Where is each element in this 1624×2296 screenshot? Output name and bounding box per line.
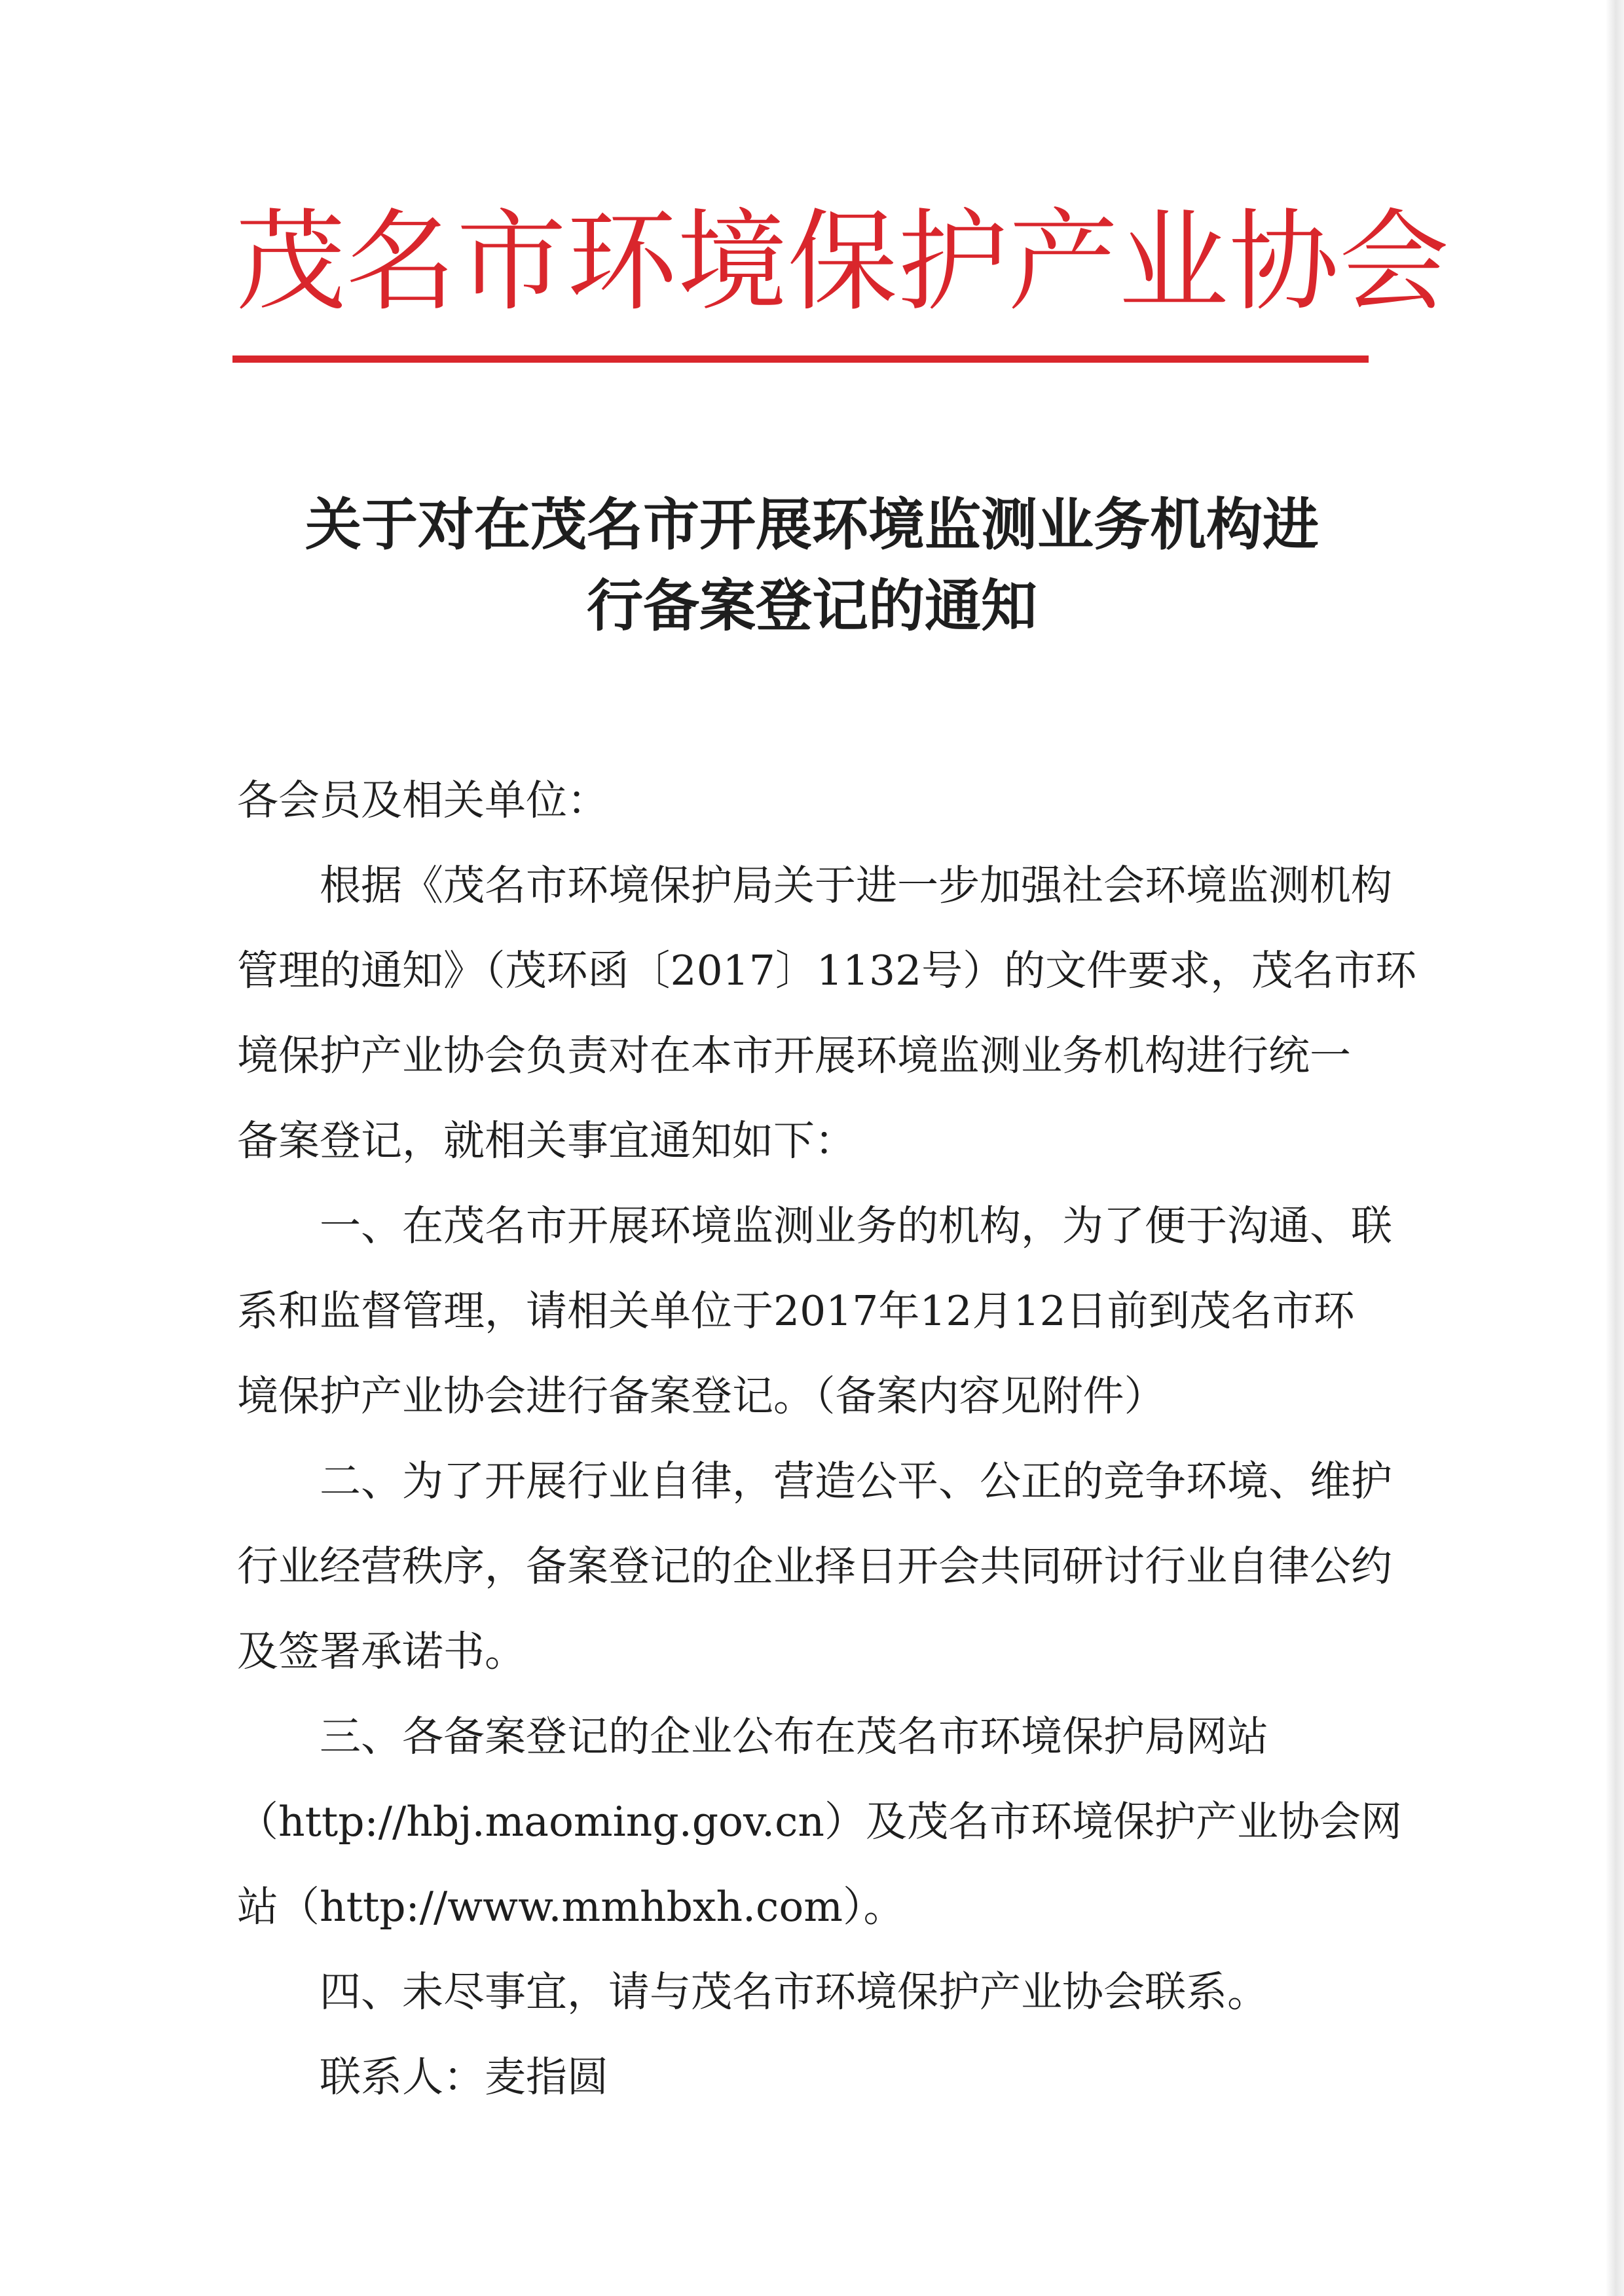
paragraph-item-2 [237,1439,1392,1694]
paragraph-line: 备案登记，就相关事宜通知如下： [237,1117,856,1165]
paragraph-line: （http://hbj.maoming.gov.cn）及茂名市环境保护产业协会网 [237,1798,1402,1846]
paragraph-line: 行业经营秩序，备案登记的企业择日开会共同研讨行业自律公约 [237,1542,1392,1590]
paragraph-line: 站（http://www.mmhbxh.com）。 [237,1883,905,1931]
paragraph-line: 一、在茂名市开展环境监测业务的机构，为了便于沟通、联 [320,1202,1392,1250]
paragraph-line: 根据《茂名市环境保护局关于进一步加强社会环境监测机构 [320,862,1392,909]
paragraph-line: 系和监督管理，请相关单位于2017年12月12日前到茂名市环 [237,1287,1355,1335]
paragraph-line: 及签署承诺书。 [237,1628,526,1675]
paragraph-line: 境保护产业协会进行备案登记。（备案内容见附件） [237,1372,1166,1420]
letterhead-red-rule [232,355,1369,363]
paragraph-line: 管理的通知》（茂环函〔2017〕1132号）的文件要求，茂名市环 [237,947,1417,994]
paragraph-item-3 [237,1694,1402,1950]
scan-edge-shadow [1606,0,1624,2296]
paragraph-line: 二、为了开展行业自律，营造公平、公正的竞争环境、维护 [320,1457,1392,1505]
document-body [237,758,1417,2120]
paragraph-item-1 [237,1184,1392,1439]
document-title [196,484,1428,647]
paragraph-line: 三、各备案登记的企业公布在茂名市环境保护局网站 [320,1713,1268,1760]
paragraph-line: 四、未尽事宜，请与茂名市环境保护产业协会联系。 [320,1968,1268,2016]
paragraph-line: 境保护产业协会负责对在本市开展环境监测业务机构进行统一 [237,1032,1351,1080]
paragraph-item-4 [237,1950,1376,2035]
salutation: 各会员及相关单位： [237,776,608,824]
paragraph-intro [237,843,1417,1184]
paragraph-line: 联系人：麦指圆 [320,2053,608,2101]
organization-name: 茂名市环境保护产业协会 [236,198,1450,326]
document-title-line-2: 行备案登记的通知 [587,574,1037,639]
contact-person [237,2035,1376,2120]
document-title-line-1: 关于对在茂名市开展环境监测业务机构进 [305,492,1319,558]
